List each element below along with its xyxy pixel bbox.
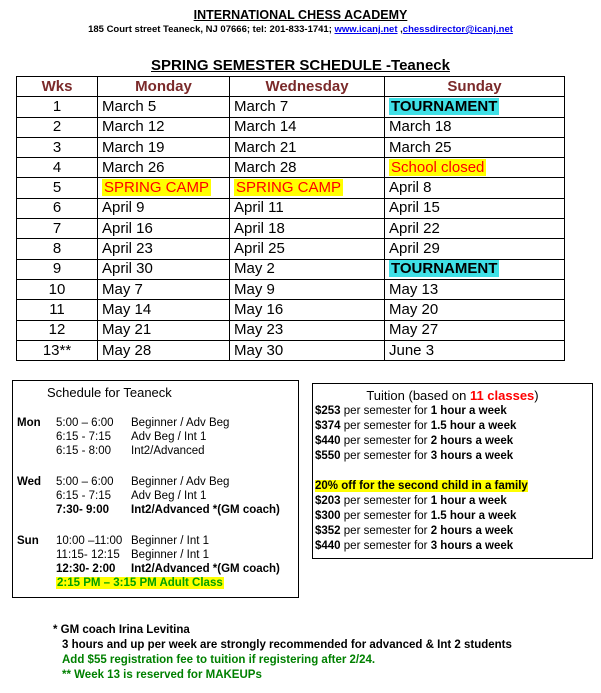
sunday-cell-text: April 15 <box>389 199 440 217</box>
rate-mid: per semester for <box>340 450 431 462</box>
time-slot: 6:15 - 7:15 <box>56 431 111 443</box>
rate-row <box>315 420 516 432</box>
week-cell-text: 2 <box>52 118 62 136</box>
academy-address <box>0 24 601 35</box>
rate-row <box>315 525 513 537</box>
table-row <box>17 178 565 198</box>
tuition-box <box>312 383 593 559</box>
rate-hours: 1.5 hour a week <box>430 510 517 522</box>
table-row <box>17 97 565 117</box>
table-row <box>17 300 565 320</box>
rate-hours: 1 hour a week <box>430 495 507 507</box>
sunday-cell-text: March 25 <box>389 138 452 156</box>
monday-cell <box>98 219 230 239</box>
week-cell-text: 7 <box>52 219 62 237</box>
rate-mid: per semester for <box>340 510 431 522</box>
rate-row <box>315 540 513 552</box>
discount-note <box>315 480 528 492</box>
week-cell <box>17 239 98 259</box>
wednesday-cell-text: May 16 <box>234 300 284 318</box>
monday-cell <box>98 259 230 279</box>
rate-price: $374 <box>315 420 341 432</box>
rate-price: $203 <box>315 495 341 507</box>
monday-cell <box>98 198 230 218</box>
time-slot: 6:15 - 8:00 <box>56 445 111 457</box>
sunday-cell-text: June 3 <box>389 341 435 359</box>
rate-row <box>315 435 513 447</box>
table-row <box>17 259 565 279</box>
time-slot: 7:30- 9:00 <box>56 504 110 516</box>
week-cell-text: 11 <box>49 300 65 318</box>
sunday-cell <box>385 117 565 137</box>
monday-cell <box>98 137 230 157</box>
table-row <box>17 239 565 259</box>
day-label-mon: Mon <box>17 417 41 429</box>
sunday-cell-text: April 8 <box>389 179 432 197</box>
monday-cell-text: March 26 <box>102 158 165 176</box>
wednesday-cell-text: April 25 <box>234 240 285 258</box>
monday-cell <box>98 117 230 137</box>
level: Beginner / Int 1 <box>131 549 209 561</box>
website-link[interactable]: www.icanj.net <box>334 24 398 35</box>
academy-title: INTERNATIONAL CHESS ACADEMY <box>193 8 408 22</box>
rate-mid: per semester for <box>340 405 431 417</box>
level: Beginner / Int 1 <box>131 535 209 547</box>
week-cell <box>17 198 98 218</box>
wednesday-cell <box>230 178 385 198</box>
tuition-title <box>313 388 592 403</box>
tuition-title-close: ) <box>534 388 539 403</box>
week-cell-text: 6 <box>52 199 62 217</box>
week-cell <box>17 178 98 198</box>
schedule-body <box>17 97 565 361</box>
level: Adv Beg / Int 1 <box>131 431 207 443</box>
week-cell <box>17 158 98 178</box>
wednesday-cell <box>230 259 385 279</box>
wednesday-cell <box>230 279 385 299</box>
class-count: 11 classes <box>469 388 535 403</box>
wednesday-cell-text: April 11 <box>234 199 284 217</box>
rate-hours: 1.5 hour a week <box>430 420 517 432</box>
monday-cell <box>98 340 230 360</box>
sunday-cell <box>385 158 565 178</box>
table-row <box>17 198 565 218</box>
table-row <box>17 279 565 299</box>
monday-cell-text: April 9 <box>102 199 145 217</box>
rate-mid: per semester for <box>340 420 431 432</box>
wednesday-cell-text: May 23 <box>234 321 284 339</box>
adult-class-note <box>56 577 224 589</box>
sunday-cell <box>385 320 565 340</box>
week-cell-text: 4 <box>52 158 62 176</box>
week-cell-text: 3 <box>52 138 62 156</box>
sunday-cell-text: May 27 <box>389 321 439 339</box>
email-link[interactable]: chessdirector@icanj.net <box>402 24 513 35</box>
wednesday-cell-text: March 28 <box>234 158 297 176</box>
wednesday-cell <box>230 340 385 360</box>
rate-hours: 2 hours a week <box>430 435 514 447</box>
adult-class-text: 2:15 PM – 3:15 PM Adult Class <box>57 577 223 589</box>
monday-cell <box>98 239 230 259</box>
week-cell-text: 12 <box>48 321 66 339</box>
sunday-cell <box>385 279 565 299</box>
wednesday-cell <box>230 137 385 157</box>
rate-mid: per semester for <box>340 495 431 507</box>
week-cell <box>17 279 98 299</box>
table-row <box>17 137 565 157</box>
week-cell-text: 9 <box>52 260 62 278</box>
monday-cell-text: March 12 <box>102 118 165 136</box>
wednesday-cell-text: SPRING CAMP <box>236 179 342 197</box>
sunday-cell-text: May 13 <box>389 280 439 298</box>
wednesday-cell-text: May 2 <box>234 260 275 278</box>
table-row <box>17 117 565 137</box>
table-row <box>17 158 565 178</box>
level: Beginner / Adv Beg <box>131 476 230 488</box>
week-cell <box>17 340 98 360</box>
sunday-cell <box>385 239 565 259</box>
monday-cell-text: April 30 <box>102 260 153 278</box>
time-slot: 12:30- 2:00 <box>56 563 116 575</box>
wednesday-cell-text: March 7 <box>234 97 289 115</box>
wednesday-cell <box>230 97 385 117</box>
sunday-cell <box>385 340 565 360</box>
week-cell-text: 13** <box>42 341 72 359</box>
week-cell <box>17 300 98 320</box>
rate-price: $253 <box>315 405 341 417</box>
discount-title: 20% off for the second child in a family <box>315 480 528 492</box>
sunday-cell-text: April 29 <box>389 240 440 258</box>
wednesday-cell <box>230 300 385 320</box>
monday-cell-text: March 19 <box>102 138 165 156</box>
header-weeks: Wks <box>17 77 98 97</box>
wednesday-cell-text: May 9 <box>234 280 275 298</box>
level: Beginner / Adv Beg <box>131 417 230 429</box>
monday-cell <box>98 158 230 178</box>
rate-hours: 1 hour a week <box>430 405 507 417</box>
rate-row <box>315 450 513 462</box>
rate-row <box>315 495 507 507</box>
week-cell <box>17 219 98 239</box>
wednesday-cell-text: March 14 <box>234 118 297 136</box>
rate-hours: 3 hours a week <box>430 540 514 552</box>
wednesday-cell-text: March 21 <box>234 138 297 156</box>
time-slot: 5:00 – 6:00 <box>56 476 114 488</box>
semester-title: SPRING SEMESTER SCHEDULE -Teaneck <box>151 57 450 74</box>
wednesday-cell <box>230 239 385 259</box>
wednesday-cell-text: May 30 <box>234 341 284 359</box>
day-label-sun: Sun <box>17 535 39 547</box>
rate-price: $550 <box>315 450 341 462</box>
sunday-cell-text: March 18 <box>389 118 452 136</box>
level: Int2/Advanced <box>131 445 205 457</box>
rate-row <box>315 510 516 522</box>
table-row <box>17 219 565 239</box>
level: Int2/Advanced *(GM coach) <box>131 563 280 575</box>
monday-cell-text: May 7 <box>102 280 143 298</box>
rate-price: $440 <box>315 435 341 447</box>
week-cell-text: 8 <box>52 240 62 258</box>
monday-cell <box>98 97 230 117</box>
sunday-cell-text: May 20 <box>389 300 439 318</box>
wednesday-cell <box>230 117 385 137</box>
sunday-cell-text: TOURNAMENT <box>391 97 498 115</box>
wednesday-cell-text: April 18 <box>234 219 285 237</box>
makeup-note: ** Week 13 is reserved for MAKEUPs <box>62 669 262 681</box>
level: Adv Beg / Int 1 <box>131 490 207 502</box>
table-header-row <box>17 77 565 97</box>
sunday-cell <box>385 219 565 239</box>
monday-cell-text: SPRING CAMP <box>104 179 210 197</box>
monday-cell <box>98 320 230 340</box>
sunday-cell <box>385 97 565 117</box>
sunday-cell <box>385 198 565 218</box>
time-slot: 10:00 –11:00 <box>56 535 123 547</box>
week-cell <box>17 320 98 340</box>
monday-cell-text: March 5 <box>102 97 157 115</box>
rate-mid: per semester for <box>340 435 431 447</box>
time-slot: 6:15 - 7:15 <box>56 490 111 502</box>
table-row <box>17 340 565 360</box>
address-separator: , <box>397 24 403 35</box>
time-slot: 11:15- 12:15 <box>56 549 120 561</box>
rate-mid: per semester for <box>340 525 431 537</box>
rate-price: $440 <box>315 540 341 552</box>
monday-cell <box>98 300 230 320</box>
semester-schedule-table <box>16 76 565 361</box>
header-wednesday: Wednesday <box>230 77 385 97</box>
monday-cell <box>98 178 230 198</box>
week-cell <box>17 259 98 279</box>
week-cell-text: 1 <box>52 97 62 115</box>
rate-price: $352 <box>315 525 341 537</box>
recommend-note: 3 hours and up per week are strongly recommended for advanced & Int 2 students <box>62 639 512 651</box>
sunday-cell <box>385 300 565 320</box>
rate-row <box>315 405 507 417</box>
wednesday-cell <box>230 198 385 218</box>
wednesday-cell <box>230 158 385 178</box>
rate-mid: per semester for <box>340 540 431 552</box>
week-cell <box>17 97 98 117</box>
day-label-wed: Wed <box>17 476 42 488</box>
wednesday-cell <box>230 219 385 239</box>
monday-cell-text: April 16 <box>102 219 153 237</box>
week-cell <box>17 117 98 137</box>
monday-cell-text: May 21 <box>102 321 152 339</box>
week-cell-text: 5 <box>52 179 62 197</box>
level: Int2/Advanced *(GM coach) <box>131 504 280 516</box>
sunday-cell-text: School closed <box>391 158 485 176</box>
monday-cell-text: April 23 <box>102 240 153 258</box>
tuition-title-text: Tuition (based on <box>366 388 470 403</box>
monday-cell <box>98 279 230 299</box>
sunday-cell <box>385 178 565 198</box>
rate-hours: 3 hours a week <box>430 450 514 462</box>
address-text: 185 Court street Teaneck, NJ 07666; tel: 201-833-1741; <box>88 24 335 35</box>
gm-coach-note: * GM coach Irina Levitina <box>53 624 190 636</box>
monday-cell-text: May 28 <box>102 341 152 359</box>
teaneck-schedule-title: Schedule for Teaneck <box>47 385 172 400</box>
teaneck-schedule-box <box>12 380 299 598</box>
sunday-cell <box>385 137 565 157</box>
header-monday: Monday <box>98 77 230 97</box>
sunday-cell-text: April 22 <box>389 219 440 237</box>
registration-note: Add $55 registration fee to tuition if registering after 2/24. <box>62 654 376 666</box>
table-row <box>17 320 565 340</box>
rate-price: $300 <box>315 510 341 522</box>
rate-hours: 2 hours a week <box>430 525 514 537</box>
time-slot: 5:00 – 6:00 <box>56 417 114 429</box>
wednesday-cell <box>230 320 385 340</box>
sunday-cell-text: TOURNAMENT <box>391 260 498 278</box>
sunday-cell <box>385 259 565 279</box>
header-sunday: Sunday <box>385 77 565 97</box>
week-cell-text: 10 <box>48 280 66 298</box>
monday-cell-text: May 14 <box>102 300 152 318</box>
week-cell <box>17 137 98 157</box>
